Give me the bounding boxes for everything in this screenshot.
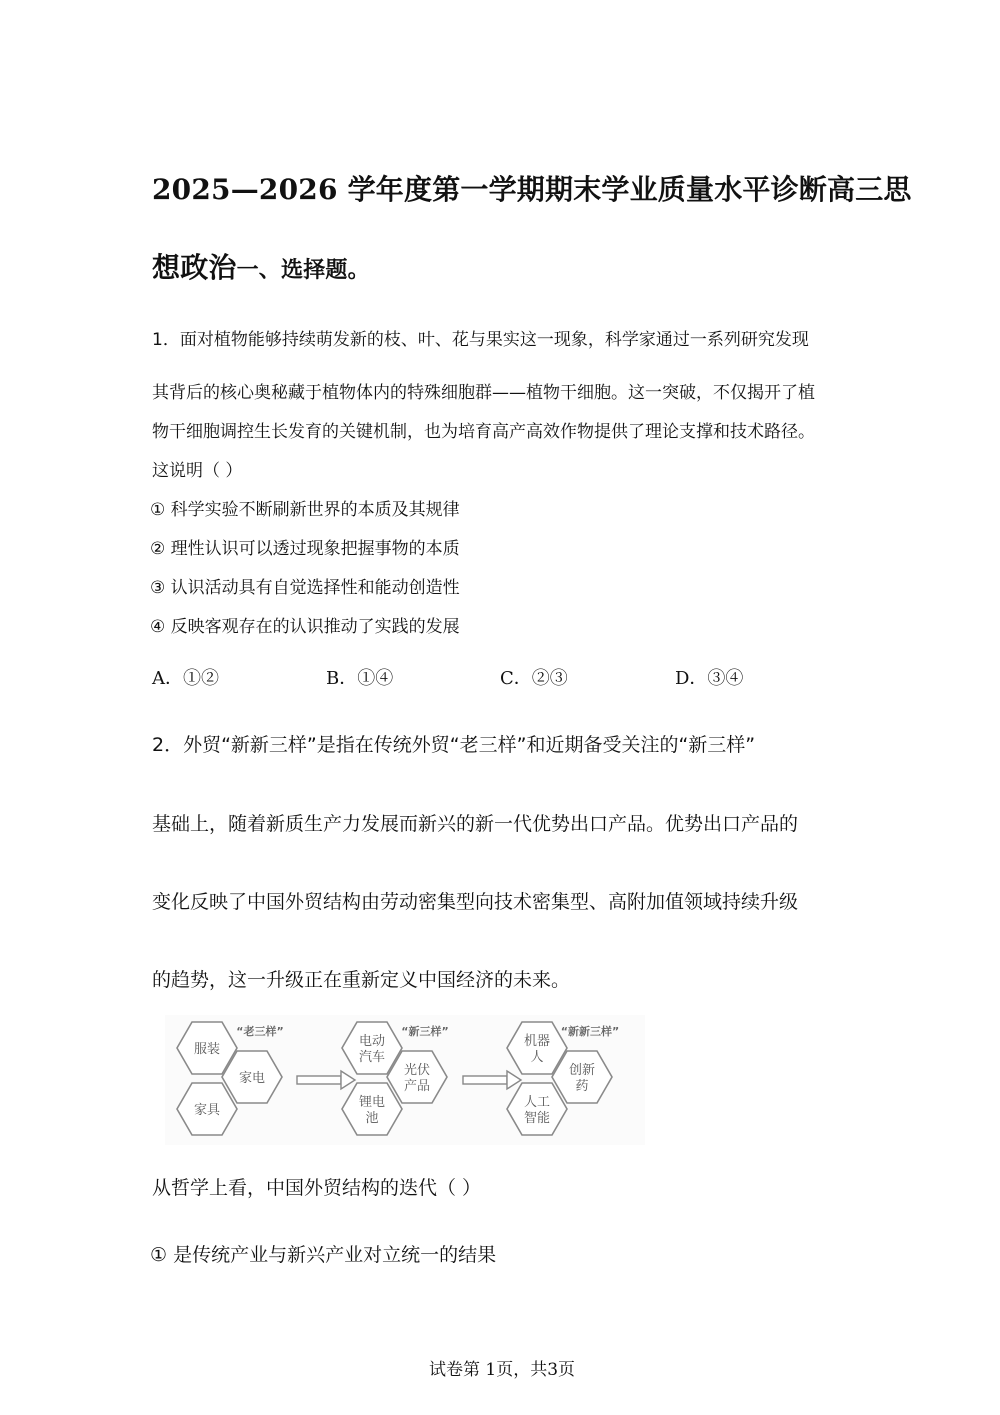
q1-choice-c: C．②③ bbox=[500, 668, 568, 689]
diagram-item-label: 人 bbox=[530, 1050, 544, 1065]
page-title-subject: 想政治 bbox=[152, 251, 237, 284]
diagram-item-label: 产品 bbox=[403, 1079, 431, 1094]
diagram-group-label: “新新三样” bbox=[560, 1025, 620, 1038]
q1-line-1: 1．面对植物能够持续萌发新的枝、叶、花与果实这一现象，科学家通过一系列研究发现 bbox=[152, 330, 809, 350]
q2-question: 从哲学上看，中国外贸结构的迭代（ ） bbox=[152, 1177, 482, 1199]
diagram-group-label: “老三样” bbox=[236, 1025, 284, 1038]
q1-statement-1: ① 科学实验不断刷新世界的本质及其规律 bbox=[150, 500, 460, 520]
q2-statement-1: ① 是传统产业与新兴产业对立统一的结果 bbox=[150, 1244, 497, 1266]
page-footer: 试卷第 1页，共3页 bbox=[429, 1360, 576, 1380]
diagram-item-label: 家电 bbox=[238, 1071, 266, 1086]
q1-choice-b: B．①④ bbox=[326, 668, 394, 689]
page-title-line2 bbox=[152, 246, 370, 286]
page-title-line1: 2025—2026 学年度第一学期期末学业质量水平诊断高三思 bbox=[152, 173, 912, 206]
q1-choice-d: D．③④ bbox=[675, 668, 744, 689]
q1-statement-4: ④ 反映客观存在的认识推动了实践的发展 bbox=[150, 617, 460, 637]
q2-line-3: 变化反映了中国外贸结构由劳动密集型向技术密集型、高附加值领域持续升级 bbox=[152, 891, 799, 913]
section-heading: 一、选择题。 bbox=[236, 258, 370, 283]
q1-statement-3: ③ 认识活动具有自觉选择性和能动创造性 bbox=[150, 578, 460, 598]
q1-line-2: 其背后的核心奥秘藏于植物体内的特殊细胞群——植物干细胞。这一突破，不仅揭开了植 bbox=[152, 383, 815, 403]
diagram-item-label: 锂电 bbox=[358, 1095, 386, 1110]
diagram-group-label: “新三样” bbox=[401, 1025, 449, 1038]
diagram-item-label: 家具 bbox=[193, 1103, 221, 1118]
diagram-item-label: 汽车 bbox=[358, 1050, 386, 1065]
diagram-item-label: 智能 bbox=[523, 1111, 551, 1126]
q2-line-1: 2．外贸“新新三样”是指在传统外贸“老三样”和近期备受关注的“新三样” bbox=[152, 734, 756, 756]
diagram-item-label: 服装 bbox=[193, 1042, 221, 1057]
q1-statement-2: ② 理性认识可以透过现象把握事物的本质 bbox=[150, 539, 460, 559]
diagram-item-label: 人工 bbox=[523, 1095, 551, 1110]
q2-line-2: 基础上，随着新质生产力发展而新兴的新一代优势出口产品。优势出口产品的 bbox=[152, 813, 799, 835]
q1-line-3: 物干细胞调控生长发育的关键机制，也为培育高产高效作物提供了理论支撑和技术路径。 bbox=[152, 422, 815, 442]
diagram-item-label: 池 bbox=[365, 1111, 379, 1126]
diagram-item-label: 机器 bbox=[523, 1034, 551, 1049]
q2-line-4: 的趋势，这一升级正在重新定义中国经济的未来。 bbox=[152, 969, 571, 991]
q1-choice-a: A．①② bbox=[152, 668, 219, 689]
q1-line-4: 这说明（ ） bbox=[152, 461, 243, 481]
diagram-item-label: 光伏 bbox=[403, 1063, 431, 1078]
diagram-item-label: 电动 bbox=[358, 1034, 386, 1049]
diagram-item-label: 药 bbox=[575, 1079, 589, 1094]
diagram-item-label: 创新 bbox=[568, 1063, 596, 1078]
trade-structure-diagram bbox=[165, 1015, 645, 1145]
